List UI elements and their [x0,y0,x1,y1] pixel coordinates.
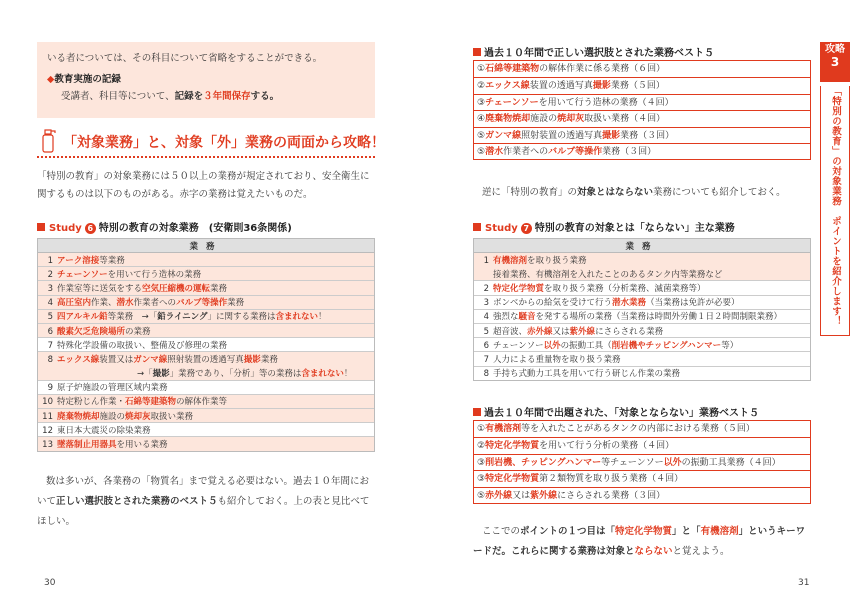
tab-number: 3 [830,55,840,69]
row-text: 墜落制止用器具を用いる業務 [57,440,168,451]
list-item: ④廃棄物焼却施設の焼却灰取扱い業務（４回） [474,110,810,126]
row-number: 7 [483,354,489,365]
point-paragraph: ここでのポイントの１つ目は「特定化学物質」と「有機溶剤」というキーワードだ。これらに関する業務は対象とならないと覚えよう。 [473,526,806,557]
table-row [474,323,811,337]
table-row [474,338,811,352]
row-text: 特殊化学設備の取扱い、整備及び修理の業務 [57,340,228,351]
closing-paragraph: 数は多いが、各業務の「物質名」まで覚える必要はない。過去１０年間において正しい選択肢とされた業務のベスト５も紹介しておく。上の表と見比べてほしい。 [37,476,370,527]
list-item: ⑤潜水作業者へのバルブ等操作業務（３回） [474,143,810,159]
row-text: 四アルキル鉛等業務 →「鉛ライニング」に関する業務は含まれない！ [57,312,327,323]
row-text: 超音波、赤外線又は紫外線にさらされる業務 [493,326,664,337]
row-number: 1 [47,255,53,266]
row-text: 東日本大震災の除染業務 [57,425,151,436]
row-number: 10 [42,397,53,408]
row-text: 手持ち式動力工具を用いて行う研じん作業の業務 [493,369,681,380]
row-text: 廃棄物焼却施設の焼却灰取扱い業務 [57,411,194,422]
table-row [474,281,811,295]
row-number: 5 [47,312,53,323]
page-number-right: 31 [798,578,810,588]
best5-correct-list [473,60,811,160]
table-row [38,323,375,337]
best5-not-target-heading: 過去１０年間で出題された、「対象とならない」業務ベスト５ [473,404,759,419]
row-number: 1 [483,255,489,266]
row-text: 人力による重量物を取り扱う業務 [493,354,621,365]
table-header: 業務 [474,239,811,253]
page-number-left: 30 [44,578,56,588]
right-page [425,0,850,602]
row-number: 13 [42,440,53,451]
section-title: 「対象業務」と、対象「外」業務の両面から攻略！ [63,135,385,151]
list-item: ①石綿等建築物の解体作業に係る業務（６回） [477,64,666,74]
row-text: エックス線装置又はガンマ線照射装置の透過写真撮影業務 [57,355,278,366]
tab-label: 攻略 [825,44,845,55]
row-number: 2 [483,283,489,294]
list-item: ③特定化学物質第２類物質を取り扱う業務（４回） [474,470,810,486]
row-number: 8 [483,369,489,380]
spray-bottle-icon [39,128,59,154]
row-text: チェーンソーを用いて行う造林の業務 [57,269,202,280]
table-row [38,380,375,394]
square-icon [473,223,481,231]
note-heading: 教育実施の記録 [54,74,121,85]
table-row [474,352,811,366]
row-text: →「撮影」業務であり、「分析」等の業務は含まれない！ [137,368,353,379]
list-item: ②エックス線装置の透過写真撮影業務（５回） [474,77,810,93]
table-row [38,253,375,267]
study-7-heading: Study 7 特別の教育の対象とは「ならない」主な業務 [473,219,735,234]
diamond-icon: ◆ [47,74,55,85]
table-row [38,281,375,295]
square-icon [473,48,481,56]
square-icon [473,408,481,416]
row-number: 6 [483,340,489,351]
table-row [474,295,811,309]
row-number: 5 [483,326,489,337]
list-item: ①有機溶剤等を入れたことがあるタンクの内部における業務（５回） [477,424,755,434]
education-record-note [37,42,375,118]
table-row [38,309,375,323]
row-number: 12 [42,425,53,436]
row-number: 6 [47,326,53,337]
row-text: アーク溶接等業務 [57,255,125,266]
not-target-intro: 逆に「特別の教育」の対象とはならない業務についても紹介しておく。 [482,187,786,198]
list-item: ③チェーンソーを用いて行う造林の業務（４回） [474,94,810,110]
special-education-table [37,238,375,452]
table-row [38,267,375,281]
row-text: チェーンソー以外の振動工具（削岩機やチッピングハンマー等） [493,340,739,351]
row-number: 3 [47,283,53,294]
not-target-table [473,238,811,381]
table-row [38,394,375,408]
row-number: 3 [483,298,489,309]
table-row [474,309,811,323]
row-number: 4 [483,312,489,323]
chapter-tab [820,42,850,392]
square-icon [37,223,45,231]
list-item: ②特定化学物質を用いて行う分析の業務（４回） [474,437,810,453]
row-text: 特定粉じん作業・石綿等建築物の解体作業等 [57,397,228,408]
row-text: 特定化学物質を取り扱う業務（分析業務、滅菌業務等） [493,283,706,294]
list-item: ③削岩機、チッピングハンマー等チェーンソー以外の振動工具業務（４回） [474,454,810,470]
row-number: 8 [47,355,53,366]
intro-paragraph: 「特別の教育」の対象業務には５０以上の業務が規定されており、安全衛生に関するものは以下のものがある。赤字の業務は覚えたいものだ。 [37,171,370,200]
table-row [474,366,811,380]
row-text: 酸素欠乏危険場所の業務 [57,326,151,337]
row-text: 接着業務、有機溶剤を入れたことのあるタンク内等業務など [493,269,723,280]
best5-correct-heading: 過去１０年間で正しい選択肢とされた業務ベスト５ [473,44,714,59]
row-text: 作業室等に送気をする空気圧縮機の運転業務 [57,283,228,294]
row-number: 7 [47,340,53,351]
table-row [38,338,375,352]
table-row [474,267,811,281]
section-heading [37,128,385,158]
study-6-heading: Study 6 特別の教育の対象業務 (安衛則36条関係) [37,219,292,234]
table-row [38,295,375,309]
table-row [38,409,375,423]
table-row [38,437,375,451]
row-text: 強烈な騒音を発する場所の業務（当業務は時間外労働１日２時間制限業務） [493,312,783,323]
table-row [474,253,811,267]
row-text: 高圧室内作業、潜水作業者へのバルブ等操作業務 [57,298,245,309]
table-row [38,352,375,366]
list-item: ⑤赤外線又は紫外線にさらされる業務（３回） [474,487,810,503]
list-item: ⑤ガンマ線照射装置の透過写真撮影業務（３回） [474,127,810,143]
row-number: 11 [42,411,53,422]
best5-not-target-list [473,420,811,504]
table-row [38,366,375,380]
row-number: 2 [47,269,53,280]
row-text: 有機溶剤を取り扱う業務 [493,255,587,266]
row-number: 9 [47,383,53,394]
row-number: 4 [47,298,53,309]
row-text: ボンベからの給気を受けて行う潜水業務（当業務は免許が必要） [493,298,740,309]
tab-vertical-title: 「特別の教育」の対象業務 ポイントを紹介します！ [830,86,841,326]
note-line1: いる者については、その科目について省略をすることができる。 [47,53,323,64]
note-line2: 受講者、科目等について、記録を３年間保存する。 [61,91,280,102]
table-header: 業務 [38,239,375,253]
row-text: 原子炉施設の管理区域内業務 [57,383,168,394]
table-row [38,423,375,437]
